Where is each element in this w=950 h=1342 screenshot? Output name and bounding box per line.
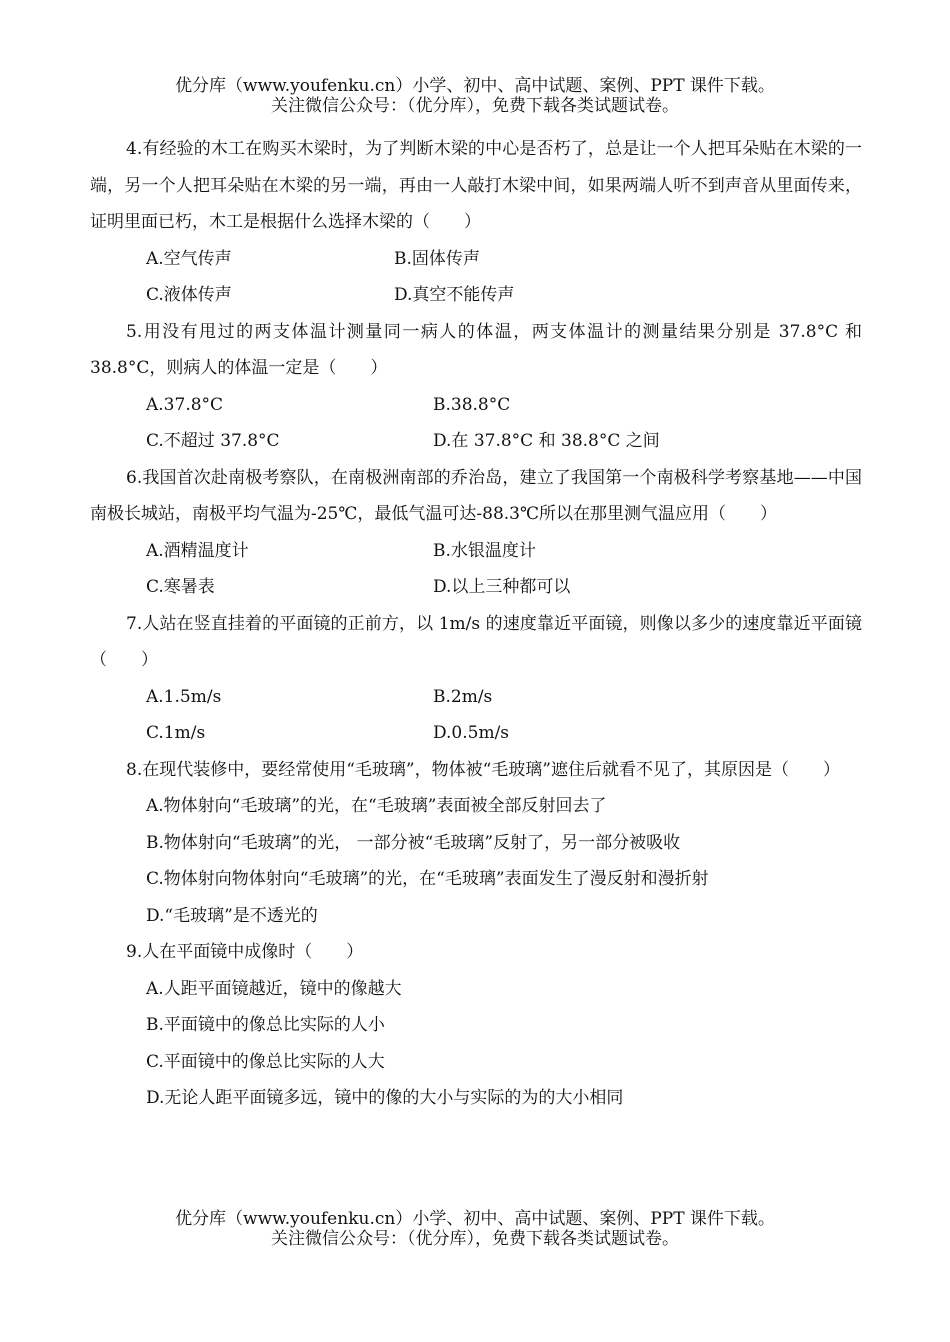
page-header <box>0 76 950 116</box>
option-list <box>90 387 862 460</box>
question-5 <box>90 314 862 460</box>
option-c: C.不超过 37.8°C <box>146 431 280 451</box>
footer-line-1: 优分库（www.youfenku.cn）小学、初中、高中试题、案例、PPT 课件下载。 <box>175 1209 775 1229</box>
question-4 <box>90 131 862 314</box>
option-list <box>90 241 862 314</box>
option-d: D.在 37.8°C 和 38.8°C 之间 <box>433 431 660 451</box>
question-text: 5.用没有甩过的两支体温计测量同一病人的体温，两支体温计的测量结果分别是 37.8°C 和 38.8°C，则病人的体温一定是（ ） <box>90 321 862 378</box>
option-b: B.平面镜中的像总比实际的人小 <box>146 1015 385 1035</box>
option-a: A.人距平面镜越近，镜中的像越大 <box>146 978 402 999</box>
question-text: 6.我国首次赴南极考察队，在南极洲南部的乔治岛，建立了我国第一个南极科学考察基地——中国南极长城站，南极平均气温为-25℃，最低气温可达-88.3℃所以在那里测气温应用（ ） <box>90 467 862 524</box>
question-text: 4.有经验的木工在购买木梁时，为了判断木梁的中心是否朽了，总是让一个人把耳朵贴在木梁的一端，另一个人把耳朵贴在木梁的另一端，再由一人敲打木梁中间，如果两端人听不到声音从里面传来，证明里面已朽，木工是根据什么选择木梁的（ ） <box>90 139 862 232</box>
option-c: C.物体射向物体射向“毛玻璃”的光，在“毛玻璃”表面发生了漫反射和漫折射 <box>146 869 709 889</box>
option-d: D.无论人距平面镜多远，镜中的像的大小与实际的为的大小相同 <box>146 1088 624 1108</box>
option-b: B.物体射向“毛玻璃”的光， 一部分被“毛玻璃”反射了，另一部分被吸收 <box>146 832 681 853</box>
option-d: D.0.5m/s <box>433 723 510 743</box>
header-line-2: 关注微信公众号：（优分库），免费下载各类试题试卷。 <box>271 96 679 116</box>
option-b: B.水银温度计 <box>433 540 536 561</box>
header-line-1: 优分库（www.youfenku.cn）小学、初中、高中试题、案例、PPT 课件下载。 <box>175 76 775 96</box>
option-b: B.2m/s <box>433 686 493 707</box>
option-b: B.固体传声 <box>394 248 480 269</box>
question-text: 7.人站在竖直挂着的平面镜的正前方，以 1m/s 的速度靠近平面镜，则像以多少的速度靠近平面镜（ ） <box>90 613 862 670</box>
option-c: C.1m/s <box>146 723 206 743</box>
question-9 <box>90 934 862 1117</box>
option-c: C.寒暑表 <box>146 577 215 597</box>
option-a: A.物体射向“毛玻璃”的光，在“毛玻璃”表面被全部反射回去了 <box>146 796 607 816</box>
footer-line-2: 关注微信公众号：（优分库），免费下载各类试题试卷。 <box>271 1229 679 1249</box>
option-c: C.平面镜中的像总比实际的人大 <box>146 1051 385 1072</box>
question-7 <box>90 606 862 752</box>
option-list <box>90 971 862 1117</box>
option-c: C.液体传声 <box>146 285 232 305</box>
option-list <box>90 533 862 606</box>
question-8 <box>90 752 862 935</box>
option-d: D.真空不能传声 <box>394 285 515 305</box>
option-d: D.“毛玻璃”是不透光的 <box>146 905 318 926</box>
option-list <box>90 679 862 752</box>
option-b: B.38.8°C <box>433 394 511 415</box>
option-a: A.1.5m/s <box>146 686 222 707</box>
option-d: D.以上三种都可以 <box>433 577 571 597</box>
option-list <box>90 788 862 934</box>
question-6 <box>90 460 862 606</box>
option-a: A.37.8°C <box>146 394 224 415</box>
page-footer <box>0 1209 950 1249</box>
question-text: 9.人在平面镜中成像时（ ） <box>126 942 364 962</box>
question-text: 8.在现代装修中，要经常使用“毛玻璃”，物体被“毛玻璃”遮住后就看不见了，其原因是（ ） <box>126 759 840 780</box>
question-list <box>90 131 862 1117</box>
option-a: A.空气传声 <box>146 248 232 269</box>
option-a: A.酒精温度计 <box>146 540 249 561</box>
